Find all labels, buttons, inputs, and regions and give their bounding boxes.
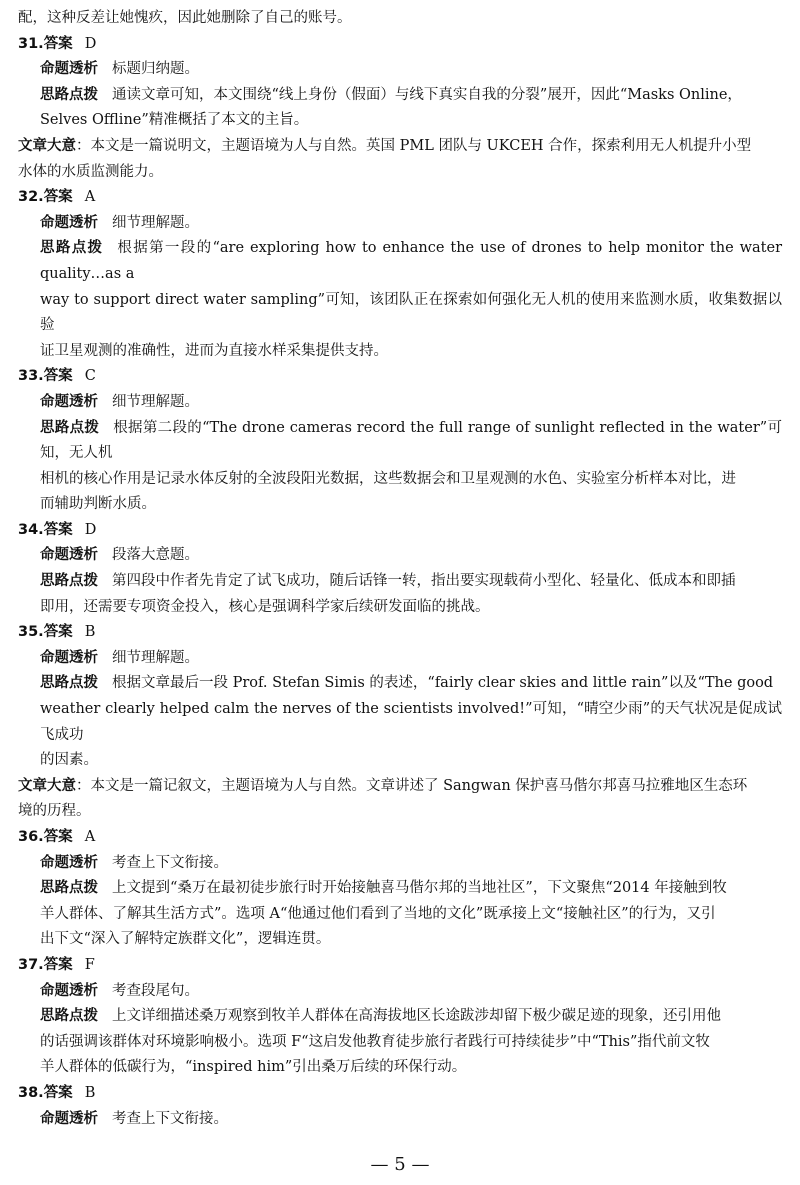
hint-label: 思路点拨 [40, 573, 98, 590]
hint-line-37-cont: 的话强调该群体对环境影响极小。选项 F“这启发他教育徒步旅行者践行可持续徒步”中“This”指代前文牧 [40, 1033, 710, 1050]
answer-letter: D [84, 521, 97, 538]
analysis-label: 命题透析 [40, 214, 98, 231]
analysis-text: 段落大意题。 [112, 547, 199, 564]
hint-line-35 [18, 671, 782, 697]
analysis-label: 命题透析 [40, 393, 98, 410]
question-number: 34. [18, 521, 44, 538]
analysis-text: 考查上下文衔接。 [112, 1110, 228, 1127]
analysis-line-33 [18, 390, 782, 416]
analysis-label: 命题透析 [40, 61, 98, 78]
answer-letter: A [84, 189, 96, 206]
hint-label: 思路点拨 [40, 86, 98, 103]
hint-text: 通读文章可知，本文围绕“线上身份（假面）与线下真实自我的分裂”展开，因此“Masks Online， [112, 86, 742, 103]
hint-text: 根据第一段的“are exploring how to enhance the use of drones to help monitor the water quality…as a [40, 240, 783, 282]
hint-label: 思路点拨 [40, 1008, 98, 1025]
answer-letter: B [84, 1084, 96, 1101]
hint-line-36-cont2: 出下文“深入了解特定族群文化”，逻辑连贯。 [40, 931, 331, 948]
analysis-line-35 [18, 646, 782, 672]
answer-letter: F [84, 956, 95, 973]
analysis-label: 命题透析 [40, 1110, 98, 1127]
analysis-text: 细节理解题。 [112, 649, 199, 666]
intro-line: 配，这种反差让她愧疚，因此她删除了自己的账号。 [18, 10, 352, 26]
hint-line-31 [18, 83, 782, 109]
analysis-text: 考查段尾句。 [112, 982, 199, 999]
analysis-label: 命题透析 [40, 547, 98, 564]
answer-line-34 [18, 518, 782, 544]
analysis-label: 命题透析 [40, 854, 98, 871]
hint-line-32-cont2: 证卫星观测的准确性，进而为直接水样采集提供支持。 [40, 342, 388, 359]
hint-text: 根据第二段的“The drone cameras record the full range of sunlight reflected in the water”可知，无人机 [40, 419, 782, 462]
analysis-text: 标题归纳题。 [112, 61, 199, 78]
hint-line-32-cont: way to support direct water sampling”可知，该团队正在探索如何强化无人机的使用来监测水质，收集数据以验 [40, 291, 782, 334]
hint-line-34 [18, 569, 782, 595]
question-number: 31. [18, 35, 44, 52]
analysis-text: 考查上下文衔接。 [112, 854, 228, 871]
hint-line-35-cont2: 的因素。 [40, 752, 98, 769]
question-number: 37. [18, 956, 44, 973]
summary-text: ：本文是一篇说明文，主题语境为人与自然。英国 PML 团队与 UKCEH 合作，探索利用无人机提升小型 [76, 137, 752, 154]
hint-line-36 [18, 876, 782, 902]
hint-line-31-cont: Selves Offline”精准概括了本文的主旨。 [40, 112, 309, 129]
question-number: 32. [18, 189, 44, 206]
analysis-line-31 [18, 57, 782, 83]
hint-line-34-cont: 即用，还需要专项资金投入，核心是强调科学家后续研发面临的挑战。 [40, 598, 490, 615]
answer-letter: C [84, 368, 96, 385]
answer-line-32 [18, 185, 782, 211]
question-number: 38. [18, 1084, 44, 1101]
summary-line-2 [18, 774, 782, 800]
answer-label: 答案 [43, 189, 73, 206]
hint-label: 思路点拨 [40, 419, 100, 436]
hint-text: 上文详细描述桑万观察到牧羊人群体在高海拔地区长途跋涉却留下极少碳足迹的现象，还引用他 [112, 1008, 721, 1025]
summary-text: ：本文是一篇记叙文，主题语境为人与自然。文章讲述了 Sangwan 保护喜马偕尔邦喜马拉雅地区生态环 [76, 777, 748, 794]
answer-label: 答案 [43, 35, 73, 52]
answer-label: 答案 [43, 624, 73, 641]
analysis-line-37 [18, 979, 782, 1005]
analysis-line-38 [18, 1107, 782, 1133]
analysis-label: 命题透析 [40, 649, 98, 666]
hint-line-37 [18, 1004, 782, 1030]
hint-line-37-cont2: 羊人群体的低碳行为，“inspired him”引出桑万后续的环保行动。 [40, 1059, 467, 1076]
analysis-line-36 [18, 851, 782, 877]
answer-label: 答案 [43, 368, 73, 385]
hint-line-33-cont: 相机的核心作用是记录水体反射的全波段阳光数据，这些数据会和卫星观测的水色、实验室分析样本对比，进 [40, 470, 736, 487]
analysis-line-32 [18, 211, 782, 237]
question-number: 35. [18, 624, 44, 641]
hint-text: 根据文章最后一段 Prof. Stefan Simis 的表述，“fairly clear skies and little rain”以及“The good [112, 675, 774, 692]
summary-label: 文章大意 [18, 777, 76, 794]
hint-label: 思路点拨 [40, 240, 104, 257]
answer-line-33 [18, 364, 782, 390]
hint-text: 上文提到“桑万在最初徒步旅行时开始接触喜马偕尔邦的当地社区”，下文聚焦“2014 年接触到牧 [112, 880, 727, 897]
analysis-label: 命题透析 [40, 982, 98, 999]
answer-line-38 [18, 1081, 782, 1107]
analysis-text: 细节理解题。 [112, 214, 199, 231]
hint-line-33-cont2: 而辅助判断水质。 [40, 496, 156, 513]
hint-line-35-cont: weather clearly helped calm the nerves of the scientists involved!”可知，“晴空少雨”的天气状况是促成试飞成功 [40, 701, 782, 743]
answer-label: 答案 [43, 829, 73, 845]
answer-line-35 [18, 620, 782, 646]
summary-line-1 [18, 134, 782, 160]
hint-line-33 [18, 416, 782, 467]
hint-label: 思路点拨 [40, 880, 98, 897]
summary-label: 文章大意 [18, 137, 76, 154]
answer-letter: D [84, 35, 97, 52]
hint-line-36-cont: 羊人群体、了解其生活方式”。选项 A“他通过他们看到了当地的文化”既承接上文“接触社区”的行为，又引 [40, 905, 716, 922]
analysis-text: 细节理解题。 [112, 393, 199, 410]
answer-line-37 [18, 953, 782, 979]
question-number: 33. [18, 368, 44, 385]
page-number: — 5 — [370, 1154, 430, 1175]
answer-line-36 [18, 825, 782, 851]
answer-label: 答案 [43, 956, 73, 973]
answer-letter: B [84, 624, 96, 641]
summary-line-2-cont: 境的历程。 [18, 803, 91, 820]
hint-label: 思路点拨 [40, 675, 98, 692]
question-number: 36. [18, 829, 44, 845]
answer-label: 答案 [43, 1084, 73, 1101]
answer-line-31 [18, 32, 782, 58]
hint-line-32 [18, 236, 782, 287]
answer-letter: A [84, 829, 96, 845]
analysis-line-34 [18, 543, 782, 569]
summary-line-1-cont: 水体的水质监测能力。 [18, 163, 163, 180]
answer-label: 答案 [43, 521, 73, 538]
hint-text: 第四段中作者先肯定了试飞成功，随后话锋一转，指出要实现载荷小型化、轻量化、低成本和即插 [112, 573, 736, 590]
